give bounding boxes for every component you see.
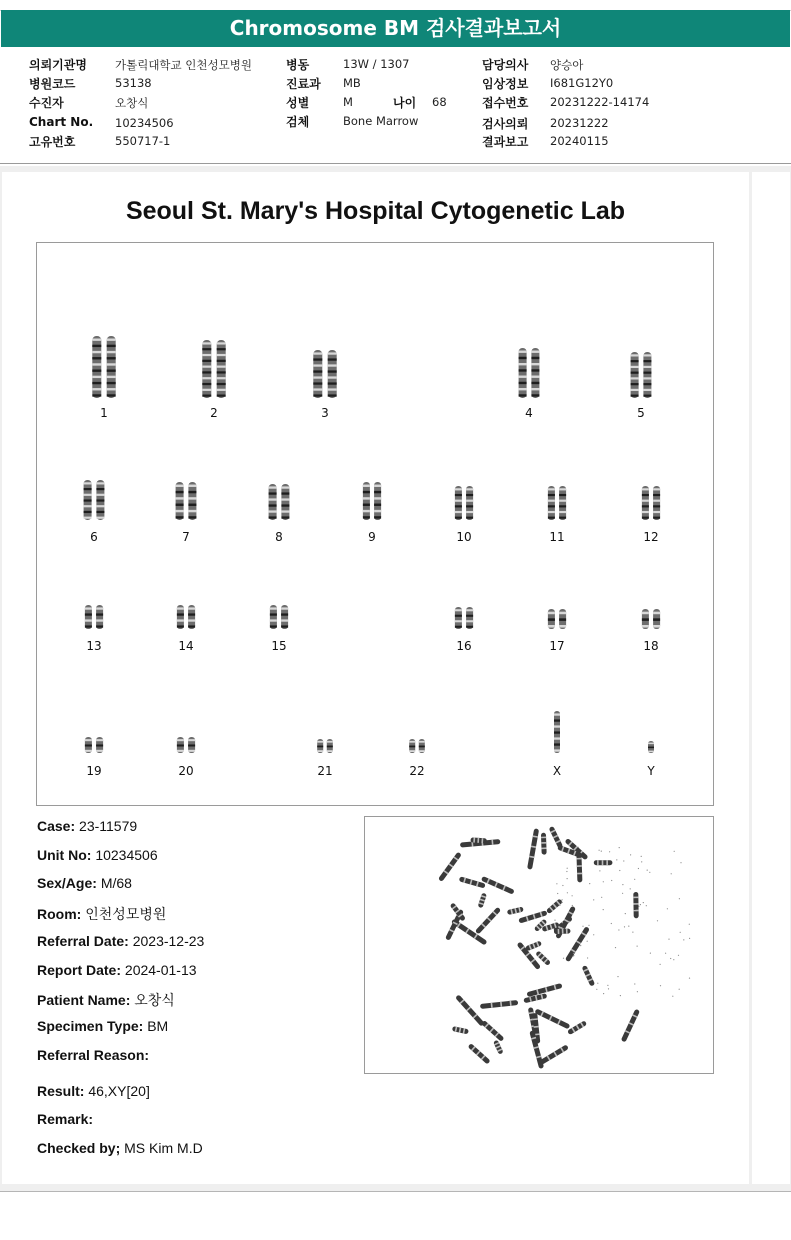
metaphase-speck <box>573 953 574 954</box>
metaphase-speck <box>603 993 604 994</box>
metaphase-speck <box>567 878 568 879</box>
metaphase-speck <box>641 861 642 862</box>
chromosome-label: X <box>552 764 562 778</box>
karyotype-chromosomes <box>37 243 713 805</box>
chromosome-pair-6 <box>84 480 105 520</box>
chromosome-label: 22 <box>409 764 425 778</box>
chromosome-pair-Y <box>648 741 654 753</box>
info-label: 담당의사 <box>482 58 529 72</box>
info-label: 성별 <box>286 96 310 110</box>
metaphase-speck <box>611 923 612 924</box>
info-value: 13W / 1307 <box>343 57 410 71</box>
chromosome-pair-17 <box>548 609 566 629</box>
chromosome-label: 19 <box>86 764 102 778</box>
metaphase-speck <box>679 898 680 899</box>
metaphase-speck <box>596 989 597 990</box>
metaphase-speck <box>632 932 633 933</box>
metaphase-chromosome <box>594 860 613 865</box>
metaphase-speck <box>562 899 563 900</box>
metaphase-speck <box>562 902 563 903</box>
metaphase-speck <box>580 945 581 946</box>
chromosome-pair-2 <box>202 340 225 398</box>
chromosome-label: 6 <box>90 530 98 544</box>
chromosome-label: 10 <box>456 530 472 544</box>
info-value: 오창식 <box>115 96 149 110</box>
detail-value: 오창식 <box>134 992 175 1008</box>
metaphase-speck <box>672 996 673 997</box>
metaphase-speck <box>665 953 666 954</box>
metaphase-chromosome <box>452 1026 469 1034</box>
metaphase-speck <box>615 947 616 948</box>
detail-value: MS Kim M.D <box>124 1140 203 1156</box>
detail-value: M/68 <box>100 875 132 891</box>
chromosome-pair-9 <box>363 482 381 520</box>
detail-label: Result: <box>37 1083 85 1099</box>
info-label: 임상정보 <box>482 77 529 91</box>
metaphase-spread <box>365 817 713 1073</box>
metaphase-speck <box>657 920 658 921</box>
metaphase-chromosome <box>481 876 515 895</box>
metaphase-speck <box>628 926 629 927</box>
metaphase-speck <box>689 978 690 979</box>
metaphase-speck <box>573 955 574 956</box>
chromosome-pair-10 <box>455 486 473 520</box>
metaphase-speck <box>562 885 563 886</box>
info-label: 접수번호 <box>482 96 529 110</box>
metaphase-speck <box>618 929 619 930</box>
info-label: 검체 <box>286 115 310 129</box>
metaphase-speck <box>599 850 600 851</box>
detail-label: Room: <box>37 906 82 922</box>
metaphase-speck <box>638 906 639 907</box>
detail-value: 46,XY[20] <box>88 1083 150 1099</box>
detail-value: 10234506 <box>95 847 158 863</box>
info-value: Bone Marrow <box>343 114 419 128</box>
chromosome-label: 2 <box>210 406 218 420</box>
metaphase-speck <box>637 991 638 992</box>
metaphase-chromosome <box>459 876 486 888</box>
metaphase-speck <box>630 854 631 855</box>
metaphase-speck <box>674 851 675 852</box>
chromosome-pair-5 <box>631 352 652 398</box>
metaphase-speck <box>608 988 609 989</box>
metaphase-speck <box>563 958 564 959</box>
metaphase-speck <box>616 859 617 860</box>
metaphase-speck <box>556 883 557 884</box>
info-value: I681G12Y0 <box>550 76 614 90</box>
info-label: 검사의뢰 <box>482 117 529 131</box>
detail-label: Remark: <box>37 1111 94 1127</box>
info-value: 양승아 <box>550 58 584 72</box>
chromosome-pair-X <box>554 711 560 753</box>
metaphase-speck <box>649 872 650 873</box>
detail-value: 23-11579 <box>79 818 138 834</box>
chromosome-label: 14 <box>178 639 194 653</box>
metaphase-speck <box>559 905 560 906</box>
metaphase-speck <box>599 870 600 871</box>
chromosome-label: 15 <box>271 639 287 653</box>
chromosome-pair-18 <box>642 609 660 629</box>
metaphase-chromosome <box>525 941 542 952</box>
metaphase-speck <box>683 939 684 940</box>
detail-value: 인천성모병원 <box>85 906 167 922</box>
metaphase-chromosome <box>480 1000 518 1009</box>
chromosome-label: 18 <box>643 639 659 653</box>
info-label: 고유번호 <box>29 135 76 149</box>
metaphase-chromosome <box>555 906 576 939</box>
metaphase-speck <box>680 862 681 863</box>
report-title: Chromosome BM 검사결과보고서 <box>1 10 790 47</box>
chromosome-label: 17 <box>549 639 565 653</box>
metaphase-chromosome <box>478 893 487 909</box>
metaphase-speck <box>619 847 620 848</box>
metaphase-chromosome <box>621 1009 640 1043</box>
info-value: 20240115 <box>550 134 609 148</box>
chromosome-pair-16 <box>455 607 473 629</box>
metaphase-speck <box>623 860 624 861</box>
metaphase-speck <box>597 983 598 984</box>
metaphase-image <box>364 816 714 1074</box>
detail-label: Case: <box>37 818 76 834</box>
detail-label: Checked by; <box>37 1140 121 1156</box>
metaphase-speck <box>587 957 588 958</box>
metaphase-speck <box>619 870 620 871</box>
info-value: 20231222-14174 <box>550 95 650 109</box>
chromosome-pair-11 <box>548 486 566 520</box>
chromosome-pair-8 <box>269 484 290 520</box>
info-value: 가톨릭대학교 인천성모병원 <box>115 58 252 72</box>
metaphase-speck <box>673 959 674 960</box>
chromosome-label: 16 <box>456 639 472 653</box>
chromosome-label: 8 <box>275 530 283 544</box>
metaphase-speck <box>624 926 625 927</box>
metaphase-speck <box>589 883 590 884</box>
age-value: 68 <box>432 95 447 109</box>
chromosome-label: 9 <box>368 530 376 544</box>
metaphase-speck <box>650 953 651 954</box>
metaphase-chromosome <box>567 1020 587 1035</box>
metaphase-speck <box>667 908 668 909</box>
info-label: 병동 <box>286 58 310 72</box>
metaphase-chromosome <box>633 892 638 918</box>
chromosome-label: 3 <box>321 406 329 420</box>
metaphase-speck <box>572 895 573 896</box>
metaphase-chromosome <box>455 994 485 1026</box>
metaphase-speck <box>671 873 672 874</box>
metaphase-chromosome <box>541 833 547 855</box>
chromosome-label: 13 <box>86 639 102 653</box>
metaphase-speck <box>640 904 641 905</box>
metaphase-speck <box>689 938 690 939</box>
detail-label: Sex/Age: <box>37 875 97 891</box>
chromosome-label: 5 <box>637 406 645 420</box>
metaphase-speck <box>611 880 612 881</box>
metaphase-speck <box>670 958 671 959</box>
lab-title: Seoul St. Mary's Hospital Cytogenetic Lab <box>125 197 626 225</box>
detail-label: Specimen Type: <box>37 1018 144 1034</box>
metaphase-speck <box>617 976 618 977</box>
info-label: 의뢰기관명 <box>29 58 87 72</box>
report-page-margin <box>752 172 790 1184</box>
metaphase-speck <box>679 989 680 990</box>
metaphase-speck <box>609 851 610 852</box>
info-value: 20231222 <box>550 116 609 130</box>
metaphase-chromosome <box>549 826 564 849</box>
chromosome-pair-15 <box>270 605 288 629</box>
metaphase-speck <box>557 893 558 894</box>
karyotype-panel <box>36 242 714 806</box>
info-label: 병원코드 <box>29 77 76 91</box>
metaphase-speck <box>660 985 661 986</box>
metaphase-chromosome <box>554 929 571 935</box>
metaphase-chromosome <box>507 907 524 916</box>
detail-label: Patient Name: <box>37 992 131 1008</box>
metaphase-chromosome <box>481 1020 505 1042</box>
detail-label: Report Date: <box>37 962 122 978</box>
chromosome-pair-21 <box>317 739 333 753</box>
detail-value: BM <box>147 1018 169 1034</box>
age-label: 나이 <box>393 96 417 110</box>
metaphase-speck <box>567 868 568 869</box>
chromosome-label: Y <box>647 764 655 778</box>
metaphase-speck <box>638 868 639 869</box>
detail-value: 2023-12-23 <box>132 933 205 949</box>
chromosome-label: 1 <box>100 406 108 420</box>
metaphase-chromosome <box>438 852 462 882</box>
info-value: 550717-1 <box>115 134 171 148</box>
metaphase-speck <box>582 926 583 927</box>
chromosome-pair-1 <box>92 336 115 398</box>
metaphase-speck <box>566 871 567 872</box>
info-value: M <box>343 95 353 109</box>
chromosome-pair-13 <box>85 605 103 629</box>
metaphase-speck <box>578 847 579 848</box>
detail-label: Referral Date: <box>37 933 129 949</box>
metaphase-speck <box>620 995 621 996</box>
metaphase-speck <box>668 939 669 940</box>
info-value: 53138 <box>115 76 152 90</box>
chromosome-label: 21 <box>317 764 333 778</box>
chromosome-pair-14 <box>177 605 195 629</box>
metaphase-speck <box>622 884 623 885</box>
metaphase-chromosome <box>475 907 501 935</box>
detail-label: Referral Reason: <box>37 1047 150 1063</box>
info-label: 결과보고 <box>482 135 529 149</box>
metaphase-speck <box>641 856 642 857</box>
metaphase-speck <box>601 897 602 898</box>
chromosome-label: 20 <box>178 764 194 778</box>
chromosome-pair-20 <box>177 737 195 753</box>
chromosome-label: 11 <box>549 530 565 544</box>
detail-label: Unit No: <box>37 847 92 863</box>
metaphase-speck <box>601 851 602 852</box>
metaphase-chromosome <box>582 965 596 987</box>
metaphase-speck <box>587 941 588 942</box>
metaphase-speck <box>660 964 661 965</box>
metaphase-speck <box>622 893 623 894</box>
metaphase-speck <box>643 902 644 903</box>
header-divider <box>0 163 791 164</box>
info-label: Chart No. <box>29 115 94 129</box>
metaphase-speck <box>603 881 604 882</box>
metaphase-chromosome <box>468 1043 491 1064</box>
metaphase-speck <box>593 934 594 935</box>
metaphase-speck <box>588 925 589 926</box>
metaphase-speck <box>646 905 647 906</box>
metaphase-speck <box>593 899 594 900</box>
info-value: MB <box>343 76 361 90</box>
metaphase-speck <box>603 909 604 910</box>
info-value: 10234506 <box>115 116 174 130</box>
metaphase-speck <box>647 870 648 871</box>
metaphase-speck <box>680 932 681 933</box>
info-label: 수진자 <box>29 96 64 110</box>
metaphase-speck <box>572 956 573 957</box>
metaphase-speck <box>637 946 638 947</box>
chromosome-pair-12 <box>642 486 660 520</box>
metaphase-speck <box>572 905 573 906</box>
chromosome-pair-22 <box>409 739 425 753</box>
metaphase-chromosome <box>539 1044 569 1065</box>
patient-info-header <box>0 52 791 162</box>
metaphase-speck <box>625 913 626 914</box>
chromosome-pair-7 <box>176 482 197 520</box>
metaphase-speck <box>607 985 608 986</box>
chromosome-pair-3 <box>313 350 336 398</box>
metaphase-speck <box>678 955 679 956</box>
metaphase-chromosome <box>534 1008 570 1029</box>
metaphase-chromosome <box>546 898 563 914</box>
chromosome-label: 7 <box>182 530 190 544</box>
metaphase-speck <box>634 879 635 880</box>
chromosome-label: 12 <box>643 530 659 544</box>
chromosome-pair-19 <box>85 737 103 753</box>
chromosome-label: 4 <box>525 406 533 420</box>
metaphase-speck <box>634 983 635 984</box>
metaphase-speck <box>630 888 631 889</box>
detail-value: 2024-01-13 <box>124 962 197 978</box>
metaphase-speck <box>689 924 690 925</box>
metaphase-chromosome <box>493 1040 504 1055</box>
chromosome-pair-4 <box>519 348 540 398</box>
metaphase-speck <box>567 892 568 893</box>
metaphase-speck <box>554 920 555 921</box>
info-label: 진료과 <box>286 77 321 91</box>
metaphase-chromosome <box>527 828 539 869</box>
